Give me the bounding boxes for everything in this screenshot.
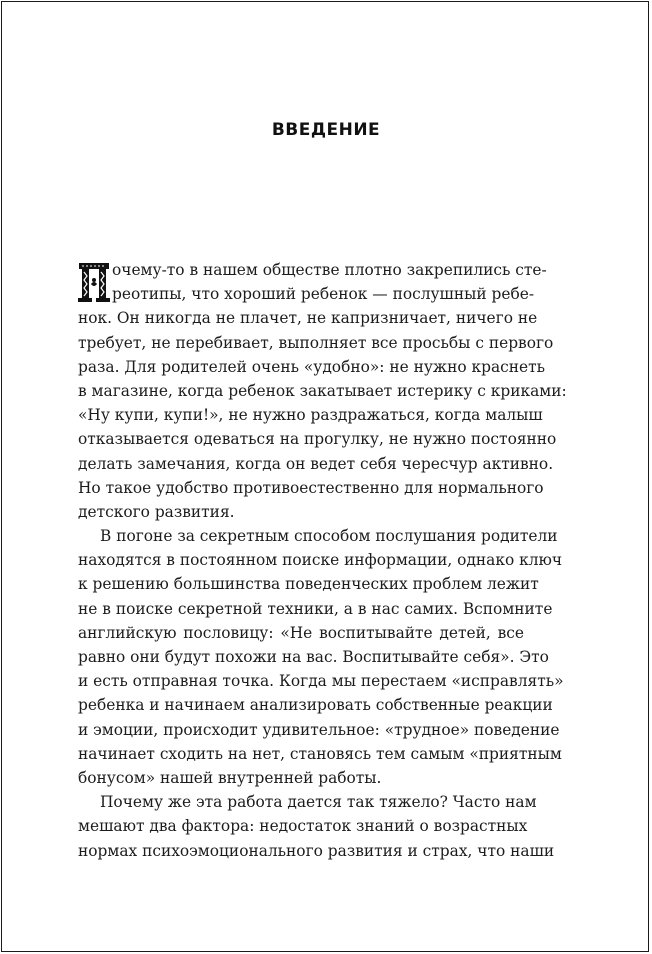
text-line: к решению большинства поведенческих проблем лежит [78,575,539,594]
text-line: не в поиске секретной техники, а в нас самих. Вспомните [78,599,553,618]
text-line: в магазине, когда ребенок закатывает истерику с криками: [78,381,567,400]
text-line: В погоне за секретным способом послушания родители [100,527,558,546]
text-line: требует, не перебивает, выполняет все просьбы с первого [78,333,554,352]
body-text [78,258,567,863]
text-line: и эмоции, происходит удивительное: «трудное» поведение [78,720,560,739]
text-line: очему-то в нашем обществе плотно закрепились сте- [112,261,547,279]
text-line: равно они будут похожи на вас. Воспитывайте себя». Это [78,648,549,666]
text-line: «Ну купи, купи!», не нужно раздражаться, когда малыш [78,406,543,425]
text-line: бонусом» нашей внутренней работы. [78,768,382,787]
text-line: начинает сходить на нет, становясь тем самым «приятным [78,744,562,763]
text-line: мешают два фактора: недостаток знаний о возрастных [78,817,528,836]
text-line: делать замечания, когда он ведет себя чересчур активно. [78,454,554,473]
text-line: английскую пословицу: «Не воспитывайте детей, все [78,623,524,642]
text-line: ребенка и начинаем анализировать собственные реакции [78,696,553,715]
chapter-title: ВВЕДЕНИЕ [271,120,381,140]
text-line: нормах психоэмоционального развития и страх, что наши [78,841,555,860]
text-line: нок. Он никогда не плачет, не капризничает, ничего не [78,309,538,328]
text-line: отказывается одеваться на прогулку, не нужно постоянно [78,430,557,449]
text-line: детского развития. [78,502,235,521]
text-line: и есть отправная точка. Когда мы перестаем «исправлять» [78,672,564,691]
text-line: находятся в постоянном поиске информации, однако ключ [78,551,563,570]
text-line: Почему же эта работа дается так тяжело? Часто нам [100,793,537,812]
text-line: раза. Для родителей очень «удобно»: не нужно краснеть [78,357,546,376]
text-line: реотипы, что хороший ребенок — послушный ребе- [112,285,535,304]
text-line: Но такое удобство противоестественно для нормального [78,478,544,497]
drop-cap-ornament [78,260,110,304]
